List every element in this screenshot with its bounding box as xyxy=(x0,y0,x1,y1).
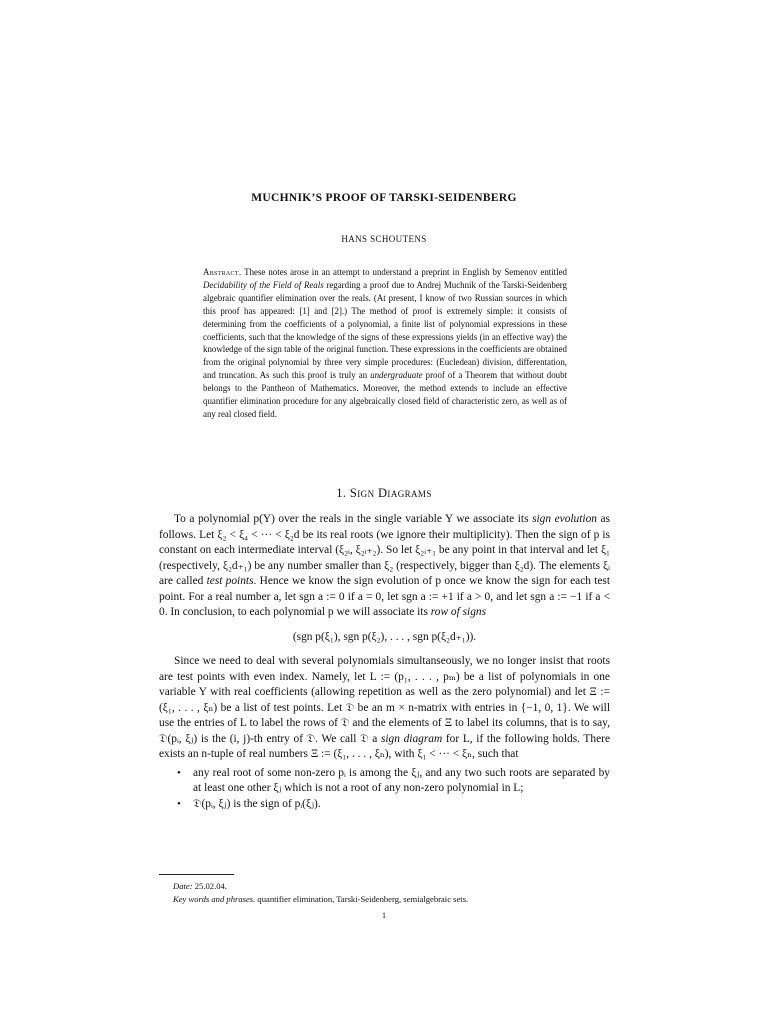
paragraph-1-text-1: To a polynomial p(Y) over the reals in the single variable Y we associate its xyxy=(174,513,533,525)
abstract-cited-title: Decidability of the Field of Reals xyxy=(203,279,324,290)
list-item-text: any real root of some non-zero pᵢ is among the ξⱼ, and any two such roots are separated by at least one other ξⱼ which is not a root of any non-zero polynomial in L; xyxy=(193,766,610,794)
bullet-icon: • xyxy=(177,797,181,810)
abstract xyxy=(203,266,567,421)
paragraph-2 xyxy=(159,654,610,763)
paragraph-2-text-2: for L, if the following holds. There exists an n-tuple of real numbers Ξ := (ξ₁, . . . , ξₙ), with ξ₁ < ··· < ξₙ, such that xyxy=(159,732,610,760)
footnote-keywords xyxy=(173,893,613,906)
abstract-emphasis: undergraduate xyxy=(370,370,423,381)
term-row-of-signs: row of signs xyxy=(430,606,487,618)
term-test-points: test points xyxy=(206,575,254,587)
paper-author: HANS SCHOUTENS xyxy=(341,234,427,244)
abstract-text-2: regarding a proof due to Andrej Muchnik of the Tarski-Seidenberg algebraic quantifier elimination over the reals. (At present, I know of two Russian sources in which this proof has appeared: [1] and [2].) The method of proof is extremely simple: it consists of determining from the coefficients of a polynomial, a finite list of polynomial expressions in these coefficients, such that the knowledge of the signs of these expressions yields (in an effective way) the knowledge of the sign table of the original function. These expressions in the coefficients are obtained from the original polynomial by three very simple procedures: (Eucledean) division, differentation, and truncation. As such this proof is truly an xyxy=(203,279,567,381)
term-sign-evolution: sign evolution xyxy=(532,513,597,525)
paper-title: MUCHNIK’S PROOF OF TARSKI-SEIDENBERG xyxy=(251,192,517,204)
footnote-date-label: Date: xyxy=(173,881,193,891)
list-item xyxy=(177,766,610,797)
footnote-rule xyxy=(159,874,234,875)
paragraph-1-text-3: . Hence we know the sign evolution of p once we know the sign for each test point. For a real number a, let sgn a := 0 if a = 0, let sgn a := +1 if a > 0, and let sgn a := −1 if a < 0. In conclusion, to each polynomial p we will associate its xyxy=(159,575,611,618)
term-sign-diagram: sign diagram xyxy=(380,732,443,745)
footnotes xyxy=(173,880,613,906)
display-formula: (sgn p(ξ₁), sgn p(ξ₂), . . . , sgn p(ξ₂d₊₁)). xyxy=(292,630,477,643)
list-item xyxy=(177,797,610,813)
paragraph-2-text-1: Since we need to deal with several polynomials simultanseously, we no longer insist that roots are test points with even index. Namely, let L := (p₁, . . . , pₘ) be a list of polynomials in one variable Y with real coefficients (allowing repetition as well as the zero polynomial) and let Ξ := (ξ₁, . . . , ξₙ) be a list of test points. Let 𝔇 be an m × n-matrix with entries in {−1, 0, 1}. We will use the entries of L to label the rows of 𝔇 and the elements of Ξ to label its columns, that is to say, 𝔇(pᵢ, ξⱼ) is the (i, j)-th entry of 𝔇. We call 𝔇 a xyxy=(159,655,610,745)
footnote-keywords-label: Key words and phrases. xyxy=(173,894,256,904)
page-number: 1 xyxy=(381,910,387,920)
abstract-heading: Abstract. xyxy=(203,267,242,277)
abstract-text-1: These notes arose in an attempt to understand a preprint in English by Semenov entitled xyxy=(241,267,567,277)
footnote-date-value: 25.02.04. xyxy=(192,881,227,891)
section-title: 1. Sign Diagrams xyxy=(336,486,432,500)
paragraph-1 xyxy=(159,512,610,621)
abstract-text-3: proof of a Theorem that without doubt belongs to the Pantheon of Mathematics. Moreover, the method extends to include an effective quantifier elimination procedure for any algebraically closed field of characteristic zero, as well as of any real closed field. xyxy=(203,370,567,419)
paragraph-1-text-2: as follows. Let ξ₂ < ξ₄ < ··· < ξ₂d be its real roots (we ignore their multiplicity). Then the sign of p is constant on each intermediate interval (ξ₂ᵢ, ξ₂ᵢ₊₂). So let ξ₂ᵢ₊₁ be any point in that interval and let ξ₁ (respectively, ξ₂d₊₁) be any number smaller than ξ₂ (respectively, bigger than ξ₂d). The elements ξᵢ are called xyxy=(159,513,610,587)
footnote-keywords-value: quantifier elimination, Tarski-Seidenberg, semialgebraic sets. xyxy=(255,894,469,904)
list-item-text: 𝔇(pᵢ, ξⱼ) is the sign of pᵢ(ξⱼ). xyxy=(193,797,321,810)
footnote-date xyxy=(173,880,613,893)
bullet-icon: • xyxy=(177,766,181,779)
condition-list xyxy=(159,766,610,813)
body-text xyxy=(159,512,610,812)
